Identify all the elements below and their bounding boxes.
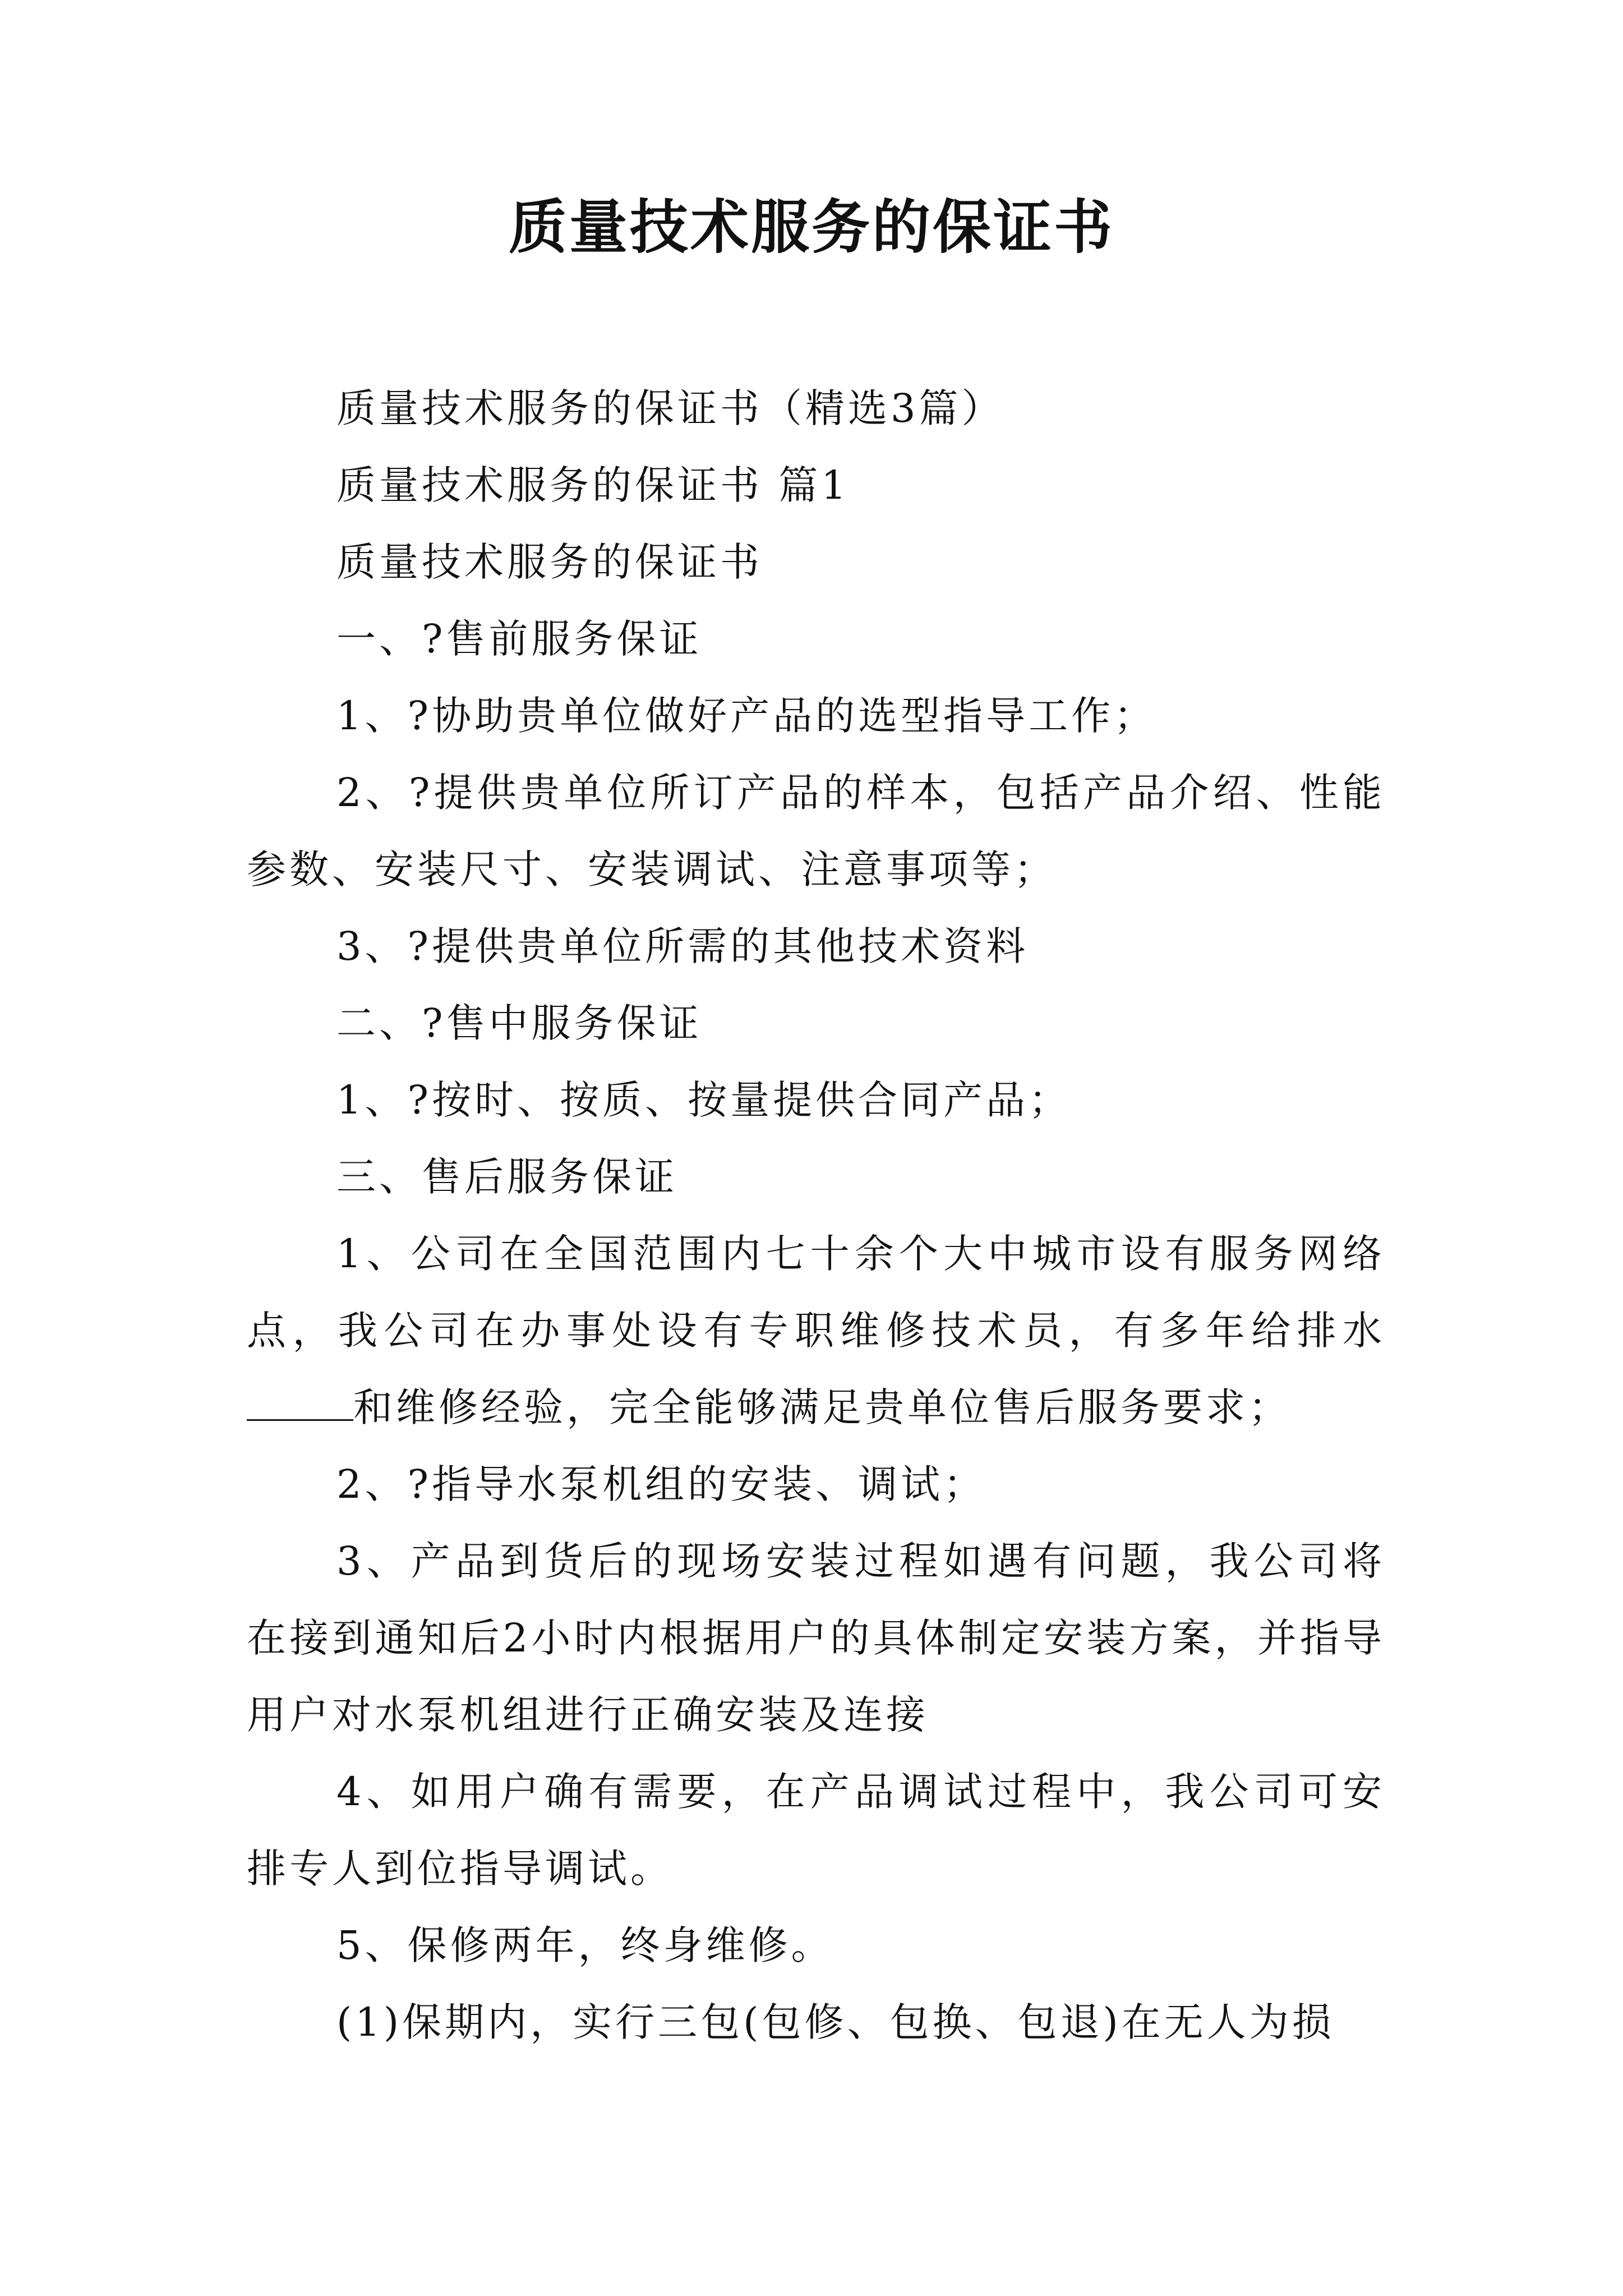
paragraph: 3、产品到货后的现场安装过程如遇有问题，我公司将在接到通知后2小时内根据用户的具体制定安装方案，并指导用户对水泵机组进行正确安装及连接 [247, 1538, 1385, 1738]
paragraph: 4、如用户确有需要，在产品调试过程中，我公司可安排专人到位指导调试。 [247, 1769, 1385, 1892]
paragraph: 5、保修两年，终身维修。 [336, 1922, 834, 1968]
paragraph: 质量技术服务的保证书（精选3篇） [336, 385, 1004, 431]
section-heading: 三、售后服务保证 [336, 1154, 677, 1200]
paragraph-text-continuation: 和维修经验，完全能够满足贵单位售后服务要求； [353, 1384, 1291, 1430]
paragraph [247, 1216, 1385, 1446]
document-body [247, 370, 1385, 2061]
paragraph: 2、?提供贵单位所订产品的样本，包括产品介绍、性能参数、安装尺寸、安装调试、注意事项等； [247, 770, 1385, 892]
section-heading: 二、?售中服务保证 [336, 1000, 702, 1046]
paragraph: (1)保期内，实行三包(包修、包换、包退)在无人为损 [336, 1999, 1335, 2045]
paragraph-text: 1、公司在全国范围内七十余个大中城市设有服务网络点，我公司在办事处设有专职维修技术员，有多年给排水 [247, 1231, 1385, 1354]
paragraph: 3、?提供贵单位所需的其他技术资料 [336, 923, 1029, 969]
blank-underline [247, 1386, 353, 1421]
paragraph: 质量技术服务的保证书 [336, 539, 763, 585]
paragraph: 2、?指导水泵机组的安装、调试； [336, 1461, 986, 1507]
paragraph: 质量技术服务的保证书 篇1 [336, 462, 850, 508]
section-heading: 一、?售前服务保证 [336, 616, 702, 662]
paragraph: 1、?按时、按质、按量提供合同产品； [336, 1077, 1072, 1123]
document-title: 质量技术服务的保证书 [508, 193, 1114, 261]
paragraph: 1、?协助贵单位做好产品的选型指导工作； [336, 693, 1157, 739]
